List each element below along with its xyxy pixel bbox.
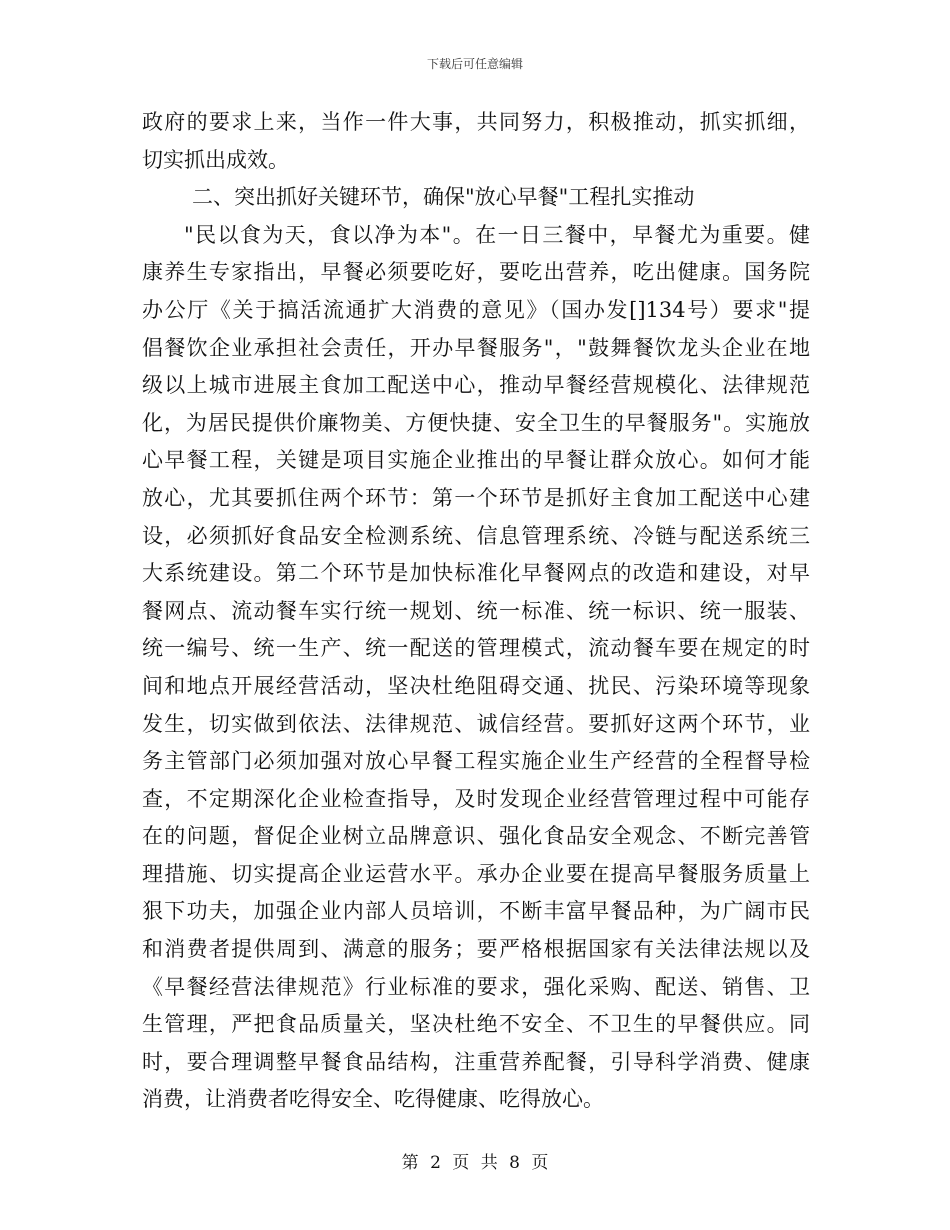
- text-line: 办公厅《关于搞活流通扩大消费的意见》（国办发[]134号）要求"提: [142, 297, 810, 322]
- text-line: 统一编号、统一生产、统一配送的管理模式，流动餐车要在规定的时: [142, 636, 810, 661]
- text-line: 时，要合理调整早餐食品结构，注重营养配餐，引导科学消费、健康: [142, 1049, 810, 1074]
- text-line: 心早餐工程，关键是项目实施企业推出的早餐让群众放心。如何才能: [142, 448, 810, 473]
- text-line: 查，不定期深化企业检查指导，及时发现企业经营管理过程中可能存: [142, 786, 810, 811]
- text-line: 化，为居民提供价廉物美、方便快捷、安全卫生的早餐服务"。实施放: [142, 410, 810, 435]
- text-line: 间和地点开展经营活动，坚决杜绝阻碍交通、扰民、污染环境等现象: [142, 673, 810, 698]
- section-heading: 二、突出抓好关键环节，确保"放心早餐"工程扎实推动: [192, 185, 695, 210]
- paragraph-breakfast-project: [142, 217, 810, 1119]
- text-line: 生管理，严把食品质量关，坚决杜绝不安全、不卫生的早餐供应。同: [142, 1012, 810, 1037]
- paragraph-continuation: [142, 104, 810, 179]
- document-body: [142, 104, 810, 1119]
- text-line: 消费，让消费者吃得安全、吃得健康、吃得放心。: [142, 1087, 604, 1112]
- text-line: 设，必须抓好食品安全检测系统、信息管理系统、冷链与配送系统三: [142, 523, 810, 548]
- text-line: 切实抓出成效。: [142, 147, 289, 172]
- page-number: 第 2 页 共 8 页: [401, 1153, 549, 1173]
- text-line: 《早餐经营法律规范》行业标准的要求，强化采购、配送、销售、卫: [142, 974, 810, 999]
- text-line: 理措施、切实提高企业运营水平。承办企业要在提高早餐服务质量上: [142, 861, 810, 886]
- text-line: 发生，切实做到依法、法律规范、诚信经营。要抓好这两个环节，业: [142, 711, 810, 736]
- text-line: 餐网点、流动餐车实行统一规划、统一标准、统一标识、统一服装、: [142, 598, 810, 623]
- text-line: 和消费者提供周到、满意的服务；要严格根据国家有关法律法规以及: [142, 937, 810, 962]
- text-line: 政府的要求上来，当作一件大事，共同努力，积极推动，抓实抓细，: [142, 110, 810, 134]
- text-line: 大系统建设。第二个环节是加快标准化早餐网点的改造和建设，对早: [142, 561, 810, 586]
- text-line: 放心，尤其要抓住两个环节：第一个环节是抓好主食加工配送中心建: [142, 485, 810, 510]
- text-line: 倡餐饮企业承担社会责任，开办早餐服务"，"鼓舞餐饮龙头企业在地: [142, 335, 810, 360]
- text-line: 务主管部门必须加强对放心早餐工程实施企业生产经营的全程督导检: [142, 749, 810, 774]
- text-line: 级以上城市进展主食加工配送中心，推动早餐经营规模化、法律规范: [142, 373, 810, 398]
- text-line: "民以食为天，食以净为本"。在一日三餐中，早餐尤为重要。健: [184, 222, 810, 247]
- text-line: 在的问题，督促企业树立品牌意识、强化食品安全观念、不断完善管: [142, 824, 810, 849]
- text-line: 狠下功夫，加强企业内部人员培训，不断丰富早餐品种，为广阔市民: [142, 899, 810, 924]
- page-header-note: 下载后可任意编辑: [426, 57, 523, 71]
- text-line: 康养生专家指出，早餐必须要吃好，要吃出营养，吃出健康。国务院: [142, 260, 810, 285]
